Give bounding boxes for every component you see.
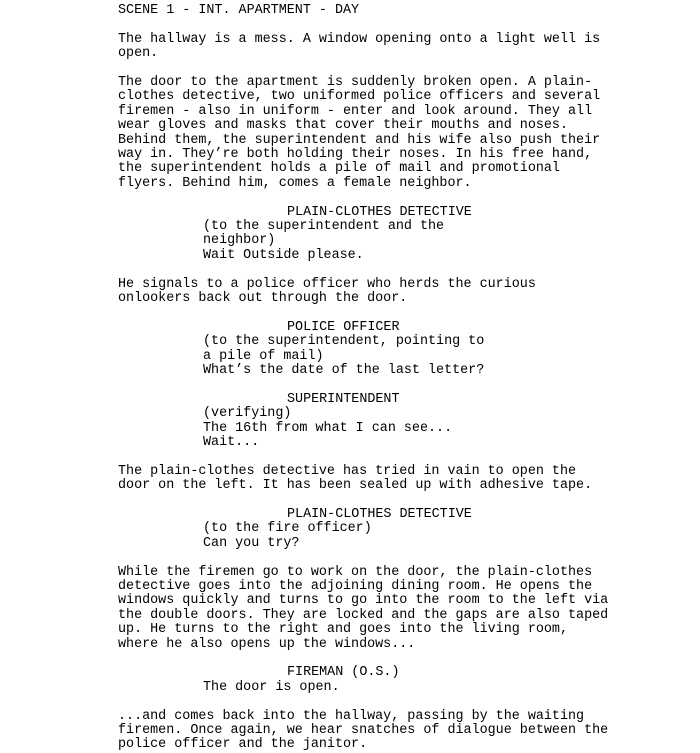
action-line: detective goes into the adjoining dining room. He opens the [118,579,593,594]
parenthetical: (verifying) [203,406,292,422]
dialogue-line: What’s the date of the last letter? [203,363,485,378]
action-line: police officer and the janitor. [118,737,368,753]
action-line: He signals to a police officer who herds the curious [118,276,536,292]
action-line: flyers. Behind him, comes a female neighbor. [118,175,472,191]
character-name: FIREMAN (O.S.) [287,665,400,681]
parenthetical: (to the superintendent and the [203,219,445,234]
scene-heading: SCENE 1 - INT. APARTMENT - DAY [118,3,360,18]
character-name: POLICE OFFICER [287,319,400,335]
dialogue-line: Can you try? [203,535,300,551]
action-line: Behind them, the superintendent and his wife also push their [118,132,601,148]
action-line: firemen - also in uniform - enter and look around. They all [118,103,593,119]
action-line: The hallway is a mess. A window opening onto a light well is [118,31,601,47]
action-line: open. [118,46,159,62]
action-line: firemen. Once again, we hear snatches of dialogue between the [118,723,609,738]
action-line: windows quickly and turns to go into the room to the left via [118,593,609,609]
action-line: the superintendent holds a pile of mail and promotional [118,161,560,177]
action-line: up. He turns to the right and goes into the living room, [118,622,568,638]
action-line: While the firemen go to work on the door, the plain-clothes [118,564,593,580]
parenthetical: (to the fire officer) [203,521,372,537]
parenthetical: a pile of mail) [203,348,324,364]
action-line: onlookers back out through the door. [118,291,408,306]
dialogue-line: The 16th from what I can see... [203,420,453,436]
action-line: door on the left. It has been sealed up with adhesive tape. [118,478,593,494]
character-name: SUPERINTENDENT [287,391,400,407]
action-line: the double doors. They are locked and the gaps are also taped [118,607,609,623]
dialogue-line: Wait Outside please. [203,247,364,263]
action-line: way in. They’re both holding their noses. In his free hand, [118,147,593,162]
parenthetical: neighbor) [203,233,276,249]
dialogue-line: The door is open. [203,679,340,695]
character-name: PLAIN-CLOTHES DETECTIVE [287,507,472,522]
action-line: clothes detective, two uniformed police officers and several [118,89,601,105]
parenthetical: (to the superintendent, pointing to [203,334,485,350]
action-line: The plain-clothes detective has tried in vain to open the [118,463,577,479]
character-name: PLAIN-CLOTHES DETECTIVE [287,204,472,220]
action-line: ...and comes back into the hallway, passing by the waiting [118,708,585,724]
action-line: wear gloves and masks that cover their mouths and noses. [118,118,568,134]
dialogue-line: Wait... [203,435,260,450]
action-line: where he also opens up the windows... [118,636,416,652]
action-line: The door to the apartment is suddenly broken open. A plain- [118,75,593,90]
